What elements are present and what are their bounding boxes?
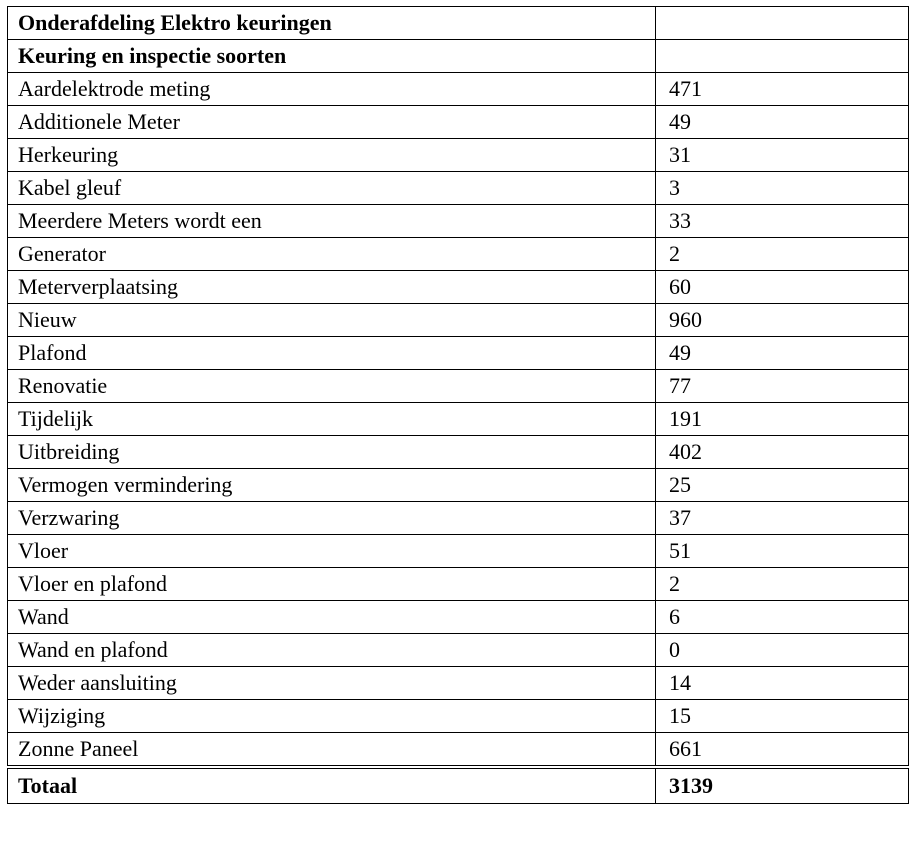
row-label: Herkeuring: [8, 139, 656, 172]
table-row: [8, 733, 909, 768]
table-row: [8, 205, 909, 238]
row-value: 49: [656, 106, 909, 139]
table-row: [8, 667, 909, 700]
table-row: [8, 238, 909, 271]
row-value: 15: [656, 700, 909, 733]
row-value: 960: [656, 304, 909, 337]
table-row: [8, 535, 909, 568]
row-label: Nieuw: [8, 304, 656, 337]
row-label: Generator: [8, 238, 656, 271]
row-label: Vermogen vermindering: [8, 469, 656, 502]
table-subtitle-row: [8, 40, 909, 73]
row-value: 661: [656, 733, 909, 768]
row-value: 14: [656, 667, 909, 700]
total-value: 3139: [656, 767, 909, 804]
row-label: Wand: [8, 601, 656, 634]
table-row: [8, 271, 909, 304]
row-label: Vloer: [8, 535, 656, 568]
table-row: [8, 106, 909, 139]
row-value: 51: [656, 535, 909, 568]
table-subtitle: Keuring en inspectie soorten: [8, 40, 656, 73]
total-label: Totaal: [8, 767, 656, 804]
keuringen-table: [7, 6, 909, 804]
row-value: 471: [656, 73, 909, 106]
row-label: Aardelektrode meting: [8, 73, 656, 106]
row-label: Weder aansluiting: [8, 667, 656, 700]
table-row: [8, 601, 909, 634]
table-row: [8, 403, 909, 436]
row-value: 37: [656, 502, 909, 535]
table-row: [8, 568, 909, 601]
row-value: 77: [656, 370, 909, 403]
row-value: 2: [656, 238, 909, 271]
row-value: 33: [656, 205, 909, 238]
row-value: 31: [656, 139, 909, 172]
row-label: Vloer en plafond: [8, 568, 656, 601]
table-row: [8, 436, 909, 469]
table-title-value: [656, 7, 909, 40]
row-value: 49: [656, 337, 909, 370]
table-title-row: [8, 7, 909, 40]
table-row: [8, 337, 909, 370]
table-row: [8, 370, 909, 403]
table-row: [8, 469, 909, 502]
row-label: Tijdelijk: [8, 403, 656, 436]
row-value: 191: [656, 403, 909, 436]
table-row: [8, 304, 909, 337]
row-label: Kabel gleuf: [8, 172, 656, 205]
row-label: Verzwaring: [8, 502, 656, 535]
table-row: [8, 634, 909, 667]
table-row: [8, 73, 909, 106]
table-row: [8, 700, 909, 733]
row-label: Wand en plafond: [8, 634, 656, 667]
row-label: Meerdere Meters wordt een: [8, 205, 656, 238]
row-value: 6: [656, 601, 909, 634]
row-label: Meterverplaatsing: [8, 271, 656, 304]
row-value: 25: [656, 469, 909, 502]
row-label: Wijziging: [8, 700, 656, 733]
total-row: [8, 767, 909, 804]
table-row: [8, 172, 909, 205]
table-row: [8, 502, 909, 535]
table-body: [8, 7, 909, 804]
row-label: Renovatie: [8, 370, 656, 403]
row-label: Additionele Meter: [8, 106, 656, 139]
row-value: 60: [656, 271, 909, 304]
table-subtitle-value: [656, 40, 909, 73]
row-label: Plafond: [8, 337, 656, 370]
row-value: 402: [656, 436, 909, 469]
row-value: 0: [656, 634, 909, 667]
row-label: Uitbreiding: [8, 436, 656, 469]
table-title: Onderafdeling Elektro keuringen: [8, 7, 656, 40]
table-row: [8, 139, 909, 172]
row-value: 2: [656, 568, 909, 601]
row-value: 3: [656, 172, 909, 205]
row-label: Zonne Paneel: [8, 733, 656, 768]
